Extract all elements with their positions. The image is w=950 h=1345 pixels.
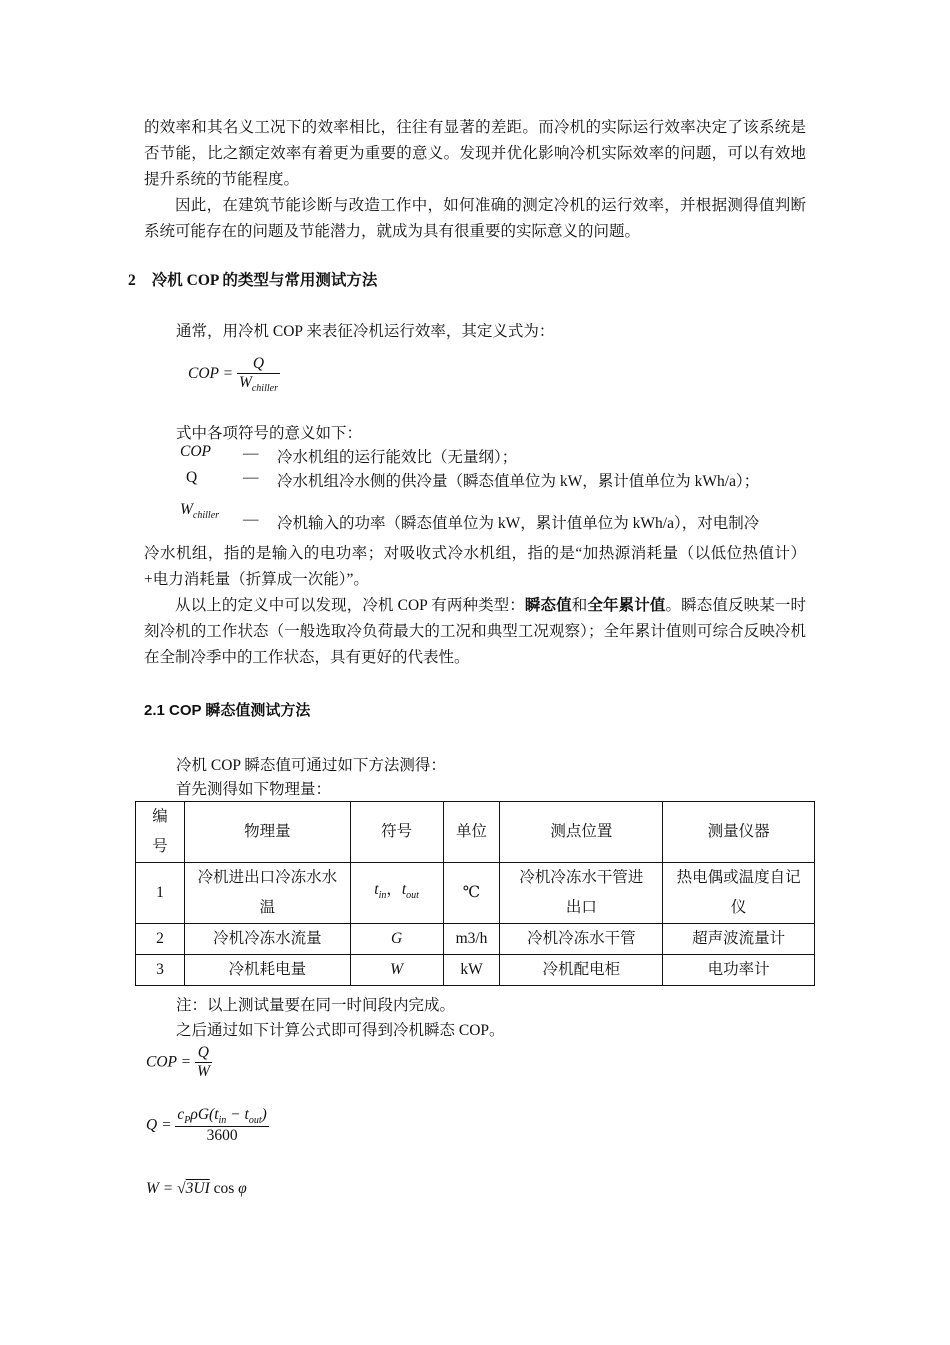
symbol-dash: — <box>243 445 259 462</box>
intro-paragraph-1: 的效率和其名义工况下的效率相比，往往有显著的差距。而冷机的实际运行效率决定了该系统是否节能，比之额定效率有着更为重要的意义。发现并优化影响冷机实际效率的问题，可以有效地提升系统的节能程度。 <box>144 119 806 188</box>
table-cell-instrument: 电功率计 <box>663 955 815 986</box>
table-note: 注：以上测试量要在同一时间段内完成。 <box>176 997 456 1014</box>
calculation-intro: 之后通过如下计算公式即可得到冷机瞬态 COP。 <box>176 1022 505 1039</box>
table-cell-unit: ℃ <box>443 863 500 924</box>
table-header-cell: 物理量 <box>184 802 350 863</box>
w-formula-cos: cos <box>213 1180 235 1197</box>
symbol-separator: ， <box>386 881 402 898</box>
q-num-close: ) <box>261 1106 267 1123</box>
symbol-t-in: t <box>374 881 379 898</box>
symbol-dash: — <box>243 469 259 486</box>
q-formula <box>146 1106 269 1145</box>
table-cell-no: 1 <box>136 863 185 924</box>
types-and: 和 <box>571 597 588 614</box>
cop-formula-numerator: Q <box>197 1044 209 1061</box>
formula-numerator: Q <box>252 355 265 372</box>
w-formula-lhs: W = <box>146 1180 174 1197</box>
section-2-number: 2 <box>128 272 136 289</box>
cop-types-paragraph <box>144 593 806 671</box>
symbol-name: COP <box>180 443 211 460</box>
q-num-minus-t: − t <box>226 1106 249 1123</box>
sqrt-content <box>186 1180 210 1197</box>
table-row <box>136 863 815 924</box>
table-cell-instrument: 超声波流量计 <box>663 924 815 955</box>
formula-fraction <box>237 355 280 394</box>
measurement-table <box>135 801 815 986</box>
table-cell-no: 3 <box>136 955 185 986</box>
cop-formula-fraction <box>195 1044 212 1081</box>
w-formula-3ui: 3UI <box>185 1180 210 1197</box>
q-formula-lhs: Q = <box>146 1116 172 1134</box>
cop-definition-formula <box>188 355 280 394</box>
q-num-c: c <box>177 1106 185 1123</box>
table-header-cell: 符号 <box>350 802 443 863</box>
symbol-sub: chiller <box>192 510 220 521</box>
section-2-heading <box>128 268 377 290</box>
formula-denominator <box>237 373 280 394</box>
types-suffix: 。瞬态值反映某一时刻冷机的工作状态（一般选取冷负荷最大的工况和典型工况观察）；全年累计值则可综合反映冷机在全制冷季中的工作状态，具有更好的代表性。 <box>144 597 806 666</box>
table-cell-location: 冷机冷冻水干管进出口 <box>500 863 663 924</box>
table-header-row <box>136 802 815 863</box>
formula-denominator-sub: chiller <box>251 383 278 394</box>
symbol-name <box>180 501 219 521</box>
symbol-row-q <box>0 469 950 495</box>
cop-formula-lhs: COP = <box>146 1053 192 1071</box>
q-num-in-sub: in <box>218 1115 227 1126</box>
q-num-rho-g: ρG(t <box>190 1106 219 1123</box>
type-annual: 全年累计值 <box>587 597 666 614</box>
table-header-cell: 测量仪器 <box>663 802 815 863</box>
table-cell-quantity: 冷机耗电量 <box>184 955 350 986</box>
symbol-description: 冷机输入的功率（瞬态值单位为 kW，累计值单位为 kWh/a），对电制冷 <box>277 515 760 532</box>
table-header-cell: 测点位置 <box>500 802 663 863</box>
symbol-main: W <box>180 501 193 518</box>
symbol-t-out: t <box>401 881 407 898</box>
types-prefix: 从以上的定义中可以发现，冷机 COP 有两种类型： <box>175 597 525 614</box>
section-2-title: 冷机 COP 的类型与常用测试方法 <box>151 272 378 289</box>
symbol-row-w <box>0 503 950 533</box>
symbol-description: 冷水机组冷水侧的供冷量（瞬态值单位为 kW，累计值单位为 kWh/a）； <box>277 473 760 490</box>
symbols-continuation: 冷水机组，指的是输入的电功率；对吸收式冷水机组，指的是“加热源消耗量（以低位热值计）+电力消耗量（折算成一次能）”。 <box>144 545 806 588</box>
table-cell-unit: kW <box>443 955 500 986</box>
table-cell-symbol: W <box>350 955 443 986</box>
table-cell-quantity: 冷机冷冻水流量 <box>184 924 350 955</box>
table-cell-symbol: G <box>350 924 443 955</box>
symbol-t-in-sub: in <box>378 890 387 901</box>
definition-intro: 通常，用冷机 COP 来表征冷机运行效率，其定义式为： <box>176 323 555 340</box>
q-formula-denominator: 3600 <box>175 1126 268 1145</box>
symbol-description: 冷水机组的运行能效比（无量纲）； <box>277 449 518 466</box>
symbol-row-cop <box>0 443 950 469</box>
table-header-cell: 编号 <box>136 802 185 863</box>
symbol-dash: — <box>243 511 259 528</box>
symbol-name: Q <box>186 469 198 486</box>
table-cell-symbol <box>350 863 443 924</box>
table-cell-quantity: 冷机进出口冷冻水水温 <box>184 863 350 924</box>
symbol-t-out-sub: out <box>406 890 419 901</box>
table-cell-location: 冷机冷冻水干管 <box>500 924 663 955</box>
table-cell-location: 冷机配电柜 <box>500 955 663 986</box>
table-row <box>136 955 815 986</box>
sqrt-symbol: √ <box>177 1180 186 1197</box>
method-line-1: 冷机 COP 瞬态值可通过如下方法测得： <box>176 757 446 774</box>
cop-formula <box>146 1044 212 1081</box>
table-cell-unit: m3/h <box>443 924 500 955</box>
w-formula-phi: φ <box>238 1180 247 1197</box>
symbols-intro: 式中各项符号的意义如下： <box>176 425 363 442</box>
q-formula-fraction <box>175 1106 268 1145</box>
formula-lhs: COP = <box>188 365 234 383</box>
q-num-c-sub: P <box>184 1115 191 1126</box>
formula-denominator-main: W <box>238 374 252 391</box>
table-cell-instrument: 热电偶或温度自记仪 <box>663 863 815 924</box>
q-formula-numerator <box>175 1106 268 1126</box>
intro-paragraph-2: 因此，在建筑节能诊断与改造工作中，如何准确的测定冷机的运行效率，并根据测得值判断系统可能存在的问题及节能潜力，就成为具有很重要的实际意义的问题。 <box>144 197 806 240</box>
section-2-1-heading: 2.1 COP 瞬态值测试方法 <box>144 702 311 719</box>
q-num-out-sub: out <box>248 1115 262 1126</box>
type-instantaneous: 瞬态值 <box>524 597 572 614</box>
method-line-2: 首先测得如下物理量： <box>176 781 332 798</box>
table-header-cell: 单位 <box>443 802 500 863</box>
table-cell-no: 2 <box>136 924 185 955</box>
w-formula <box>146 1180 247 1198</box>
cop-formula-denominator: W <box>196 1063 210 1080</box>
table-row <box>136 924 815 955</box>
